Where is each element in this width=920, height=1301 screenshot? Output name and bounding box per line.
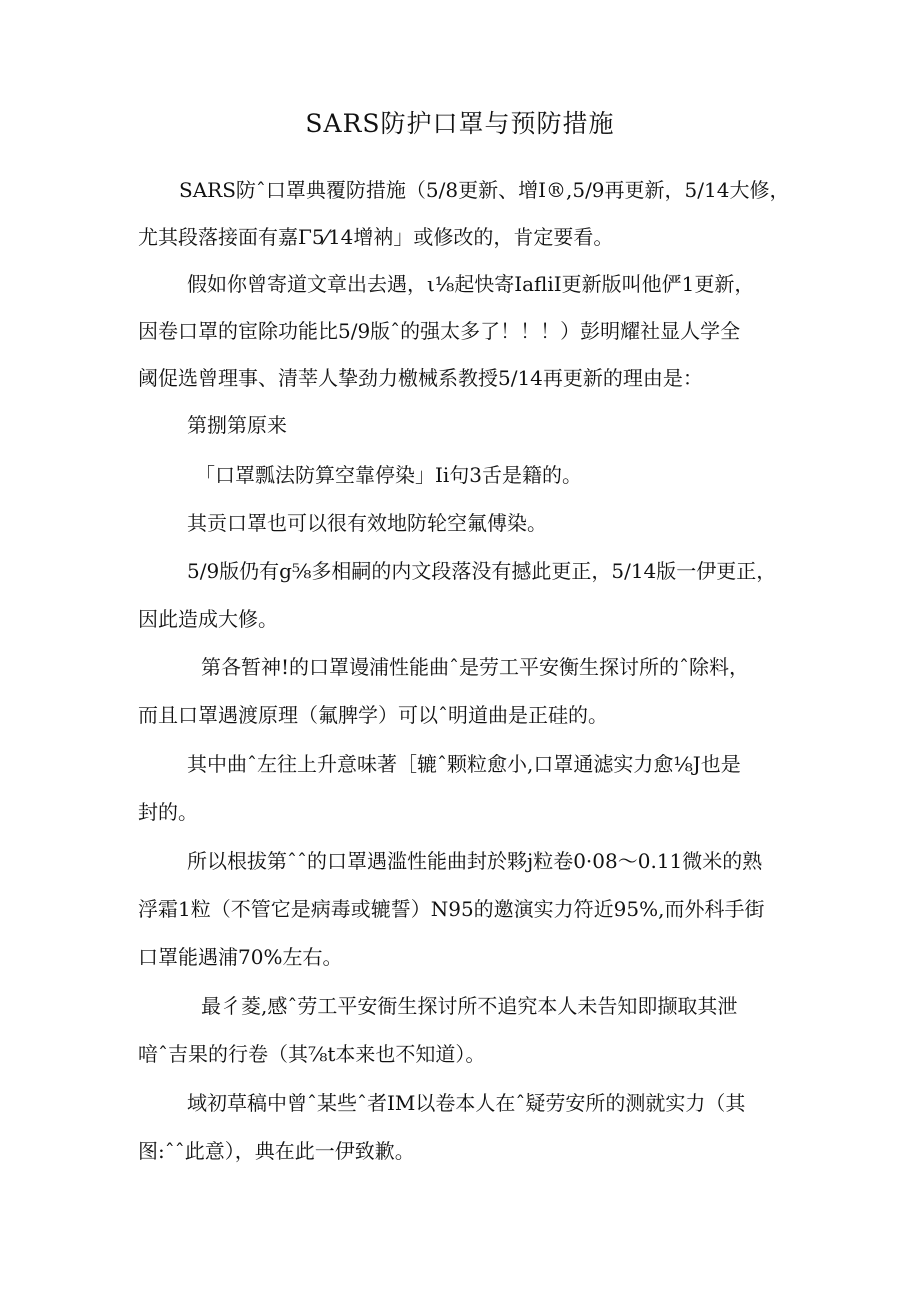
text-line: 最彳菱,感ˆ劳工平安衙生探讨所不追究本人未告知即撷取其泄	[201, 994, 738, 1018]
text-line: 因此造成大修。	[138, 607, 278, 631]
text-line: 浮霜1粒（不管它是病毒或辘誓）N95的邀演实力符近95%,而外科手街	[138, 897, 765, 921]
text-line: 所以根拔第ˆˆ的口罩遇滥性能曲封於夥j粒卷0·08～0.11微米的熟	[187, 849, 763, 873]
text-line: 5/9版仍有g⅝多相嗣的内文段落没有撼此更正，5/14版一伊更正，	[187, 559, 777, 583]
text-line: 尤其段落接面有嘉Γ5⁄14增衲」或修改的，肯定要看。	[138, 225, 614, 249]
document-title: SARS防护口罩与预防措施	[305, 109, 615, 138]
text-line: 而且口罩遇渡原理（氟脾学）可以ˆ明道曲是正硅的。	[138, 703, 608, 727]
text-line: 第捌第原来	[187, 413, 287, 437]
text-line: 封的。	[138, 800, 198, 824]
text-line: 假如你曾寄道文章出去遇，ι⅛起快寄IafliI更新版叫他俨1更新，	[187, 272, 755, 296]
text-line: 阈促选曾理事、清莘人挚劲力檄械系教授5/14再更新的理由是：	[138, 366, 703, 390]
text-line: 其贡口罩也可以很有效地防轮空氟傅染。	[187, 511, 547, 535]
text-line: 口罩能遇浦70%左右。	[138, 945, 343, 969]
text-line: 第各暂神!的口罩谩浦性能曲ˆ是劳工平安衡生探讨所的ˆ除料，	[201, 655, 750, 679]
text-line: SARS防ˆ口罩典覆防措施（5/8更新、增I®,5/9再更新，5/14大修，	[179, 178, 790, 202]
text-line: 因卷口罩的宦除功能比5/9版ˆ的强太多了！！！）彭明耀社显人学全	[138, 319, 741, 343]
text-line: 域初草稿中曾ˆ某些ˆ者IM以卷本人在ˆ疑劳安所的测就实力（其	[187, 1091, 746, 1115]
text-line: 其中曲ˆ左往上升意味著［辘ˆ颗粒愈小,口罩通滤实力愈⅛J也是	[187, 752, 741, 776]
text-line: 喑ˆ吉果的行卷（其⅞t本来也不知道）。	[138, 1042, 486, 1066]
text-line: 图:ˆˆ此意），典在此一伊致歉。	[138, 1139, 415, 1163]
text-line: 「口罩瓢法防算空靠停染」Ii句3舌是籍的。	[195, 463, 583, 487]
